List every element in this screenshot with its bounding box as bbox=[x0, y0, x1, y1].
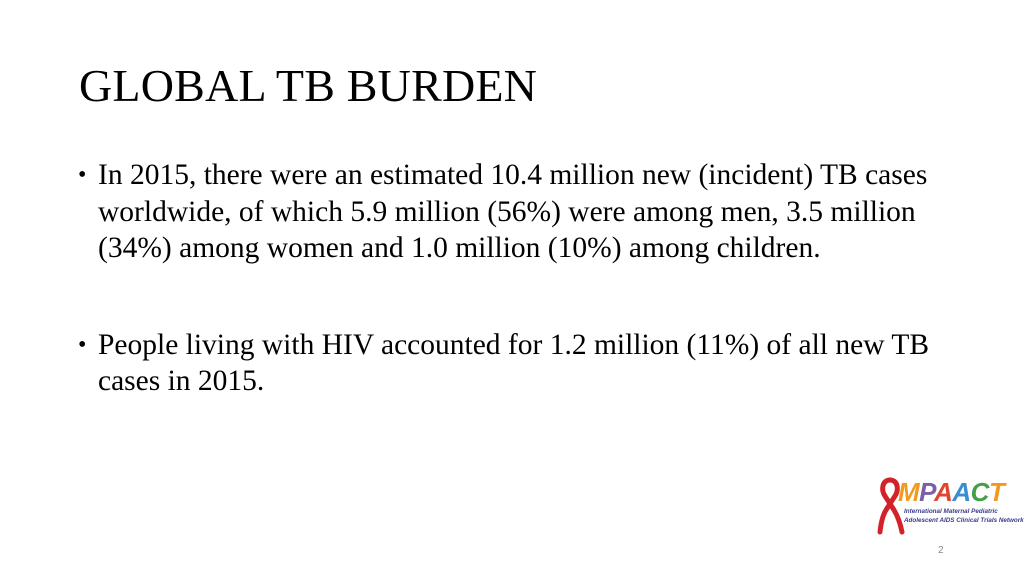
slide-title: GLOBAL TB BURDEN bbox=[79, 60, 538, 111]
bullet-list bbox=[78, 157, 958, 400]
bullet-item bbox=[78, 327, 958, 400]
bullet-text: In 2015, there were an estimated 10.4 million new (incident) TB cases worldwide, of which 5.9 million (56%) were among men, 3.5 million (34%) among women and 1.0 million (10%) among children. bbox=[98, 159, 928, 264]
logo-subtitle: International Maternal Pediatric Adolescent AIDS Clinical Trials Network bbox=[904, 508, 1024, 524]
page-number: 2 bbox=[938, 545, 944, 556]
bullet-text: People living with HIV accounted for 1.2 million (11%) of all new TB cases in 2015. bbox=[98, 328, 930, 397]
logo-wordmark: MPAACT bbox=[898, 477, 1005, 507]
impaact-logo bbox=[876, 474, 1024, 538]
bullet-item bbox=[78, 157, 958, 267]
bullet-marker: • bbox=[78, 162, 87, 188]
bullet-marker: • bbox=[78, 331, 87, 358]
